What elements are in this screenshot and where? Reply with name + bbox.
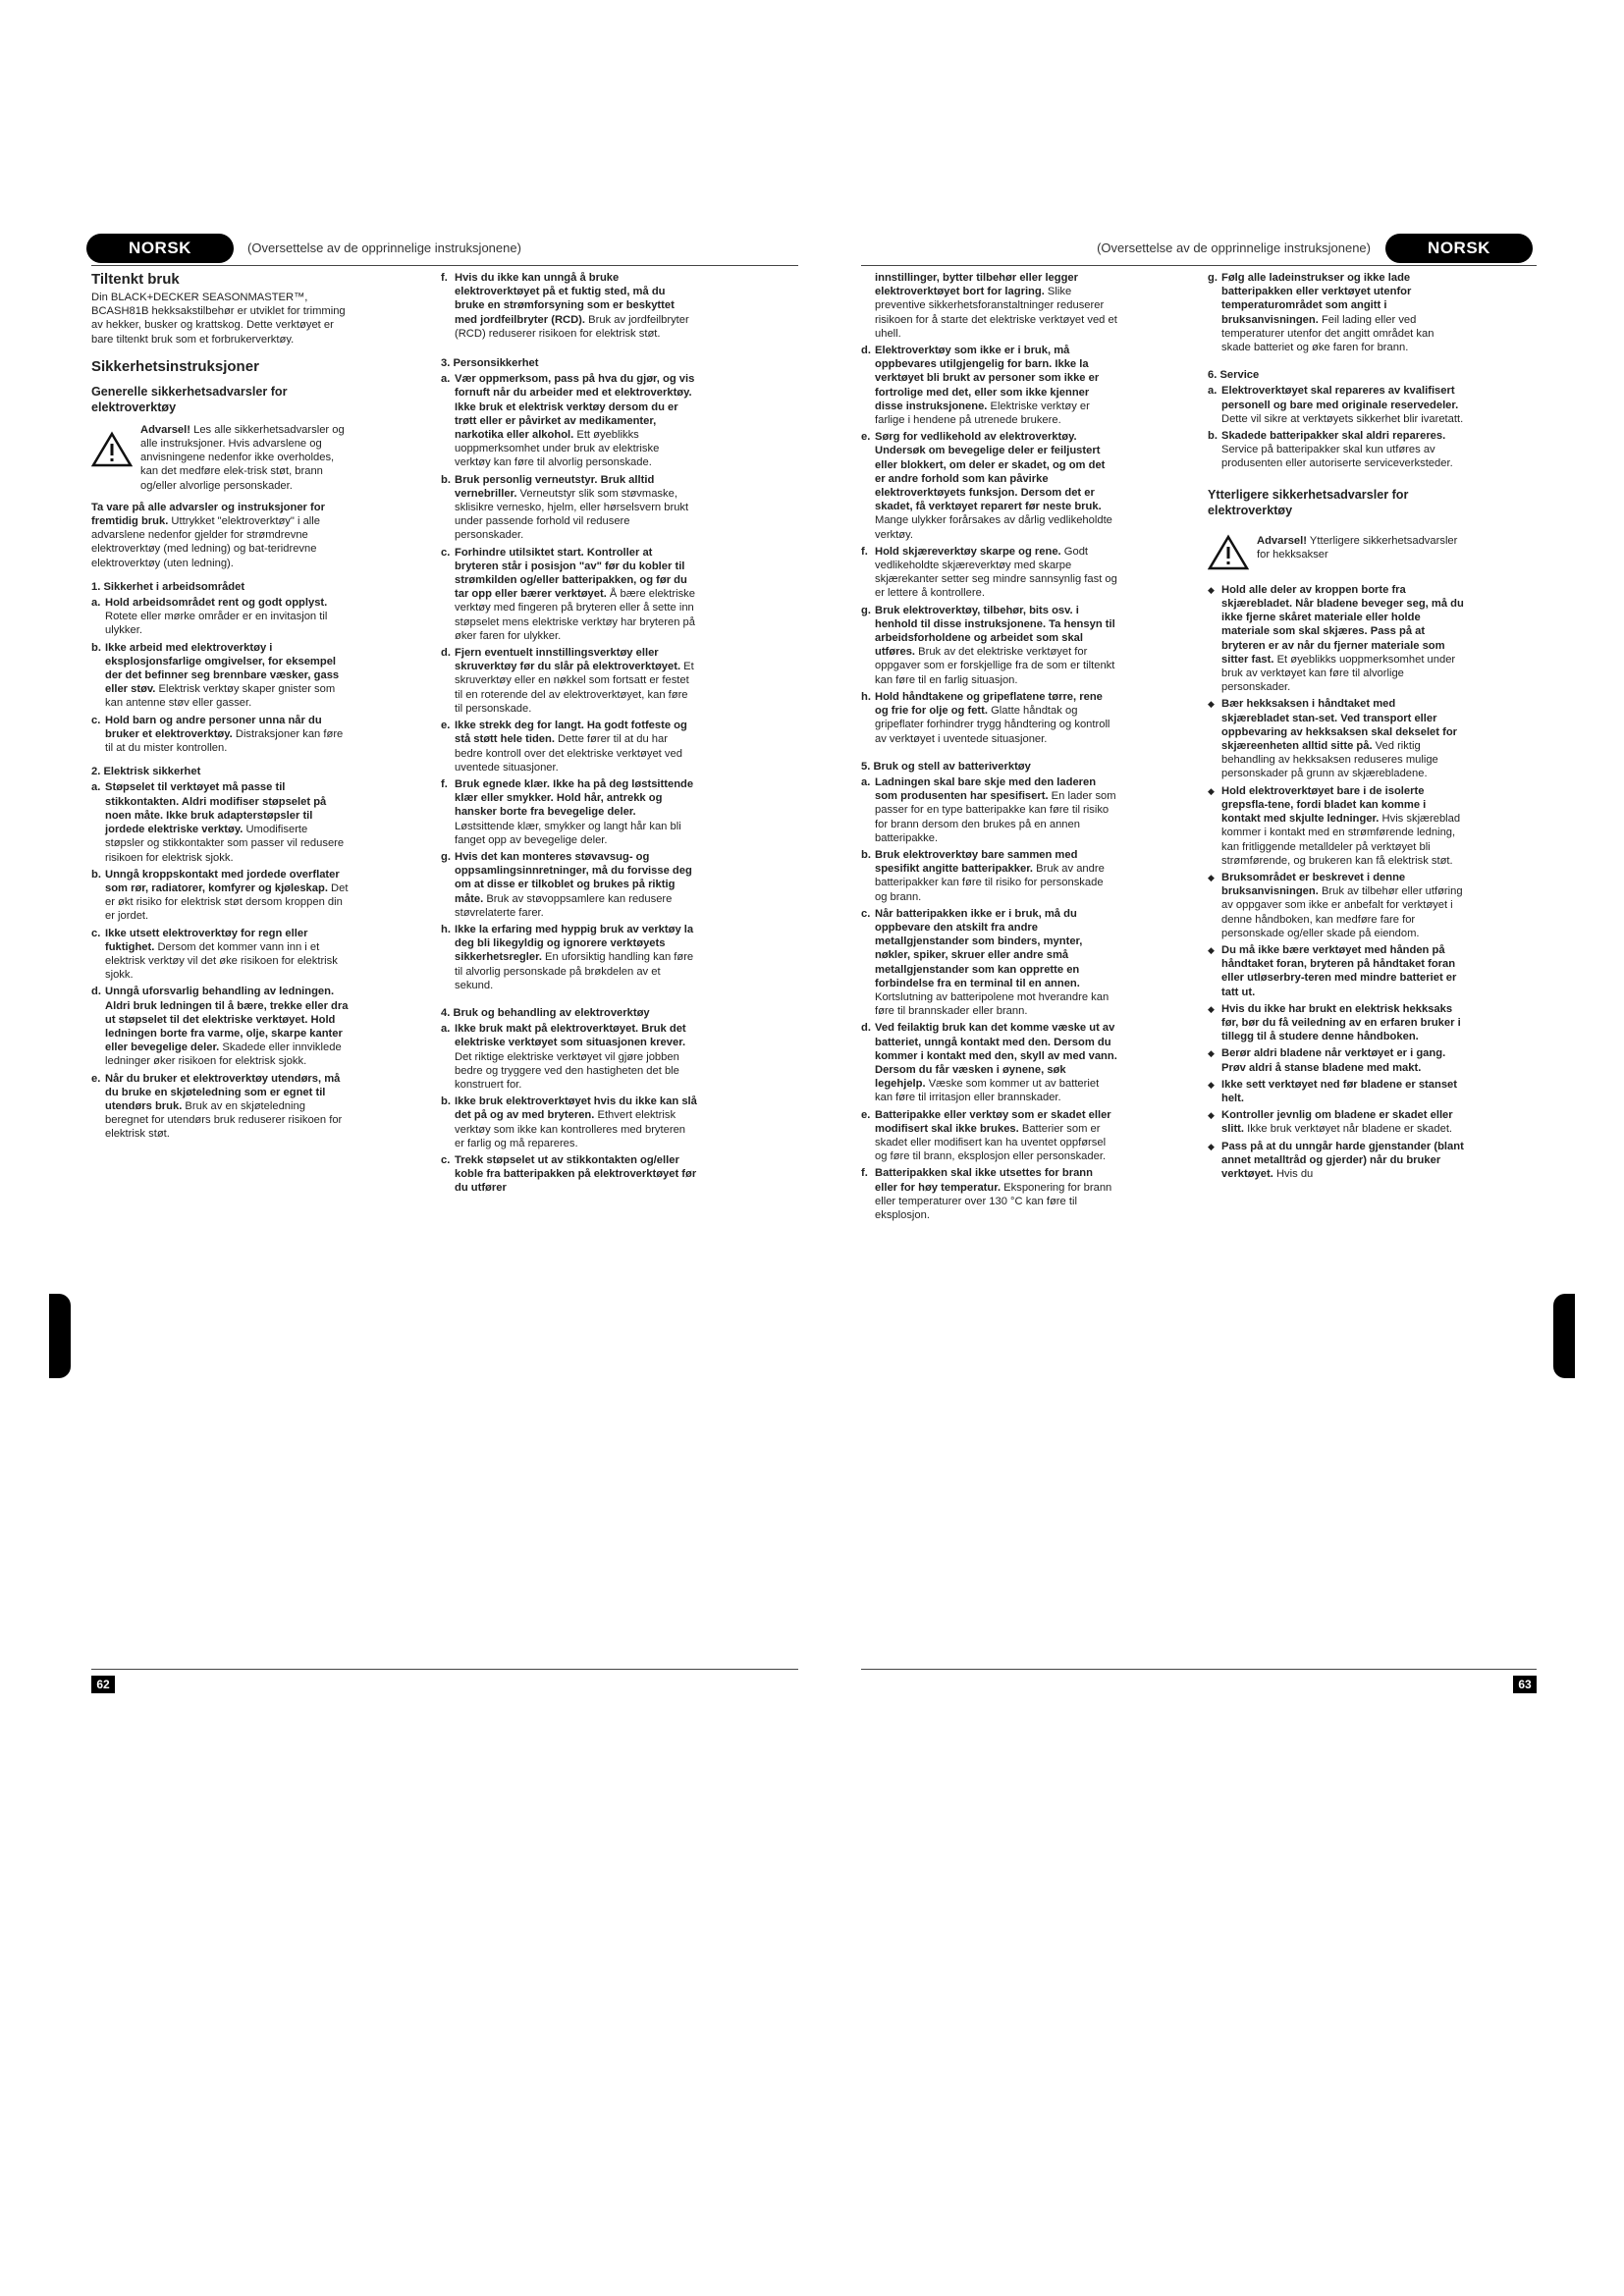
list-item: b. Bruk elektroverktøy bare sammen med spesifikt angitte batteripakker. Bruk av andre batteripakker kan føre til risiko for personskade og brann. [861,848,1105,903]
right-page [812,0,1624,2296]
diamond-bullet-icon: ◆ [1208,699,1215,710]
warning-text: Les alle sikkerhetsadvarsler og alle instruksjoner. Hvis advarslene og anvisningene nedenfor ikke overholdes, kan det medføre elek-trisk støt, brann og/eller alvorlige personskader. [140,423,345,492]
diamond-bullet-icon: ◆ [1208,1141,1215,1151]
list-item: e. Når du bruker et elektroverktøy utendørs, må du bruke en skjøteledning som er egnet til utendørs bruk. Bruk av en skjøteledning beregnet for utendørs bruk reduserer risikoen for elektrisk støt. [91,1072,343,1141]
section-heading-1: 1. Sikkerhet i arbeidsområdet [91,580,245,593]
safety-heading: Sikkerhetsinstruksjoner [91,357,259,375]
list-item: g. Bruk elektroverktøy, tilbehør, bits osv. i henhold til disse instruksjonene. Ta hensyn til arbeidsforholdene og arbeidet som skal utføres. Bruk av det elektriske verktøyet for oppgaver som er forskjellige fra de som er tiltenkt kan føre til en farlig situasjon. [861,604,1115,686]
list-item: g. Hvis det kan monteres støvavsug- og oppsamlingsinnretninger, må du forvisse deg om at disse er tilkoblet og brukes på riktig måte. Bruk av støvoppsamlere kan redusere støvrelaterte farer. [441,850,692,919]
diamond-bullet-icon: ◆ [1208,584,1215,595]
diamond-bullet-icon: ◆ [1208,1079,1215,1090]
list-item: f. Bruk egnede klær. Ikke ha på deg løstsittende klær eller smykker. Hold hår, antrekk og hansker borte fra bevegelige deler. Løstsittende klær, smykker og langt hår kan bli fanget opp av bevegelige deler. [441,777,694,846]
diamond-bullet-icon: ◆ [1208,1048,1215,1059]
list-item: b. Skadede batteripakker skal aldri repareres. Service på batteripakker skal kun utføres av produsenten eller autoriserte serviceverksteder. [1208,430,1453,470]
page-subtitle: (Oversettelse av de opprinnelige instruksjonene) [247,240,521,255]
keep-instructions: Ta vare på alle advarsler og instruksjoner for fremtidig bruk. Uttrykket "elektroverktøy" i alle advarslene nedenfor gjelder for strømdrevne elektroverktøy (med ledning) og bat-teridrevne elektroverktøy (uten ledning). [91,501,325,569]
warning-triangle-icon [91,423,140,493]
diamond-bullet-icon: ◆ [1208,785,1215,796]
list-item: c. Hold barn og andre personer unna når du bruker et elektroverktøy. Distraksjoner kan føre til at du mister kontrollen. [91,714,344,755]
page-number: 63 [1513,1676,1537,1693]
section-heading-5: 5. Bruk og stell av batteriverktøy [861,760,1031,773]
list-item: f. Batteripakken skal ikke utsettes for brann eller for høy temperatur. Eksponering for brann eller temperaturer over 130 °C kan føre til eksplosjon. [861,1167,1112,1221]
general-warnings-heading: Generelle sikkerhetsadvarsler for elektroverktøy [91,384,288,414]
side-thumb-tab [1553,1294,1575,1378]
footer-rule [91,1669,798,1670]
right-column-2 [1208,271,1465,1184]
list-item: h. Hold håndtakene og gripeflatene tørre, rene og frie for olje og fett. Glatte håndtak og gripeflater forhindrer trygg håndtering og kontroll av verktøyet i uventede situasjoner. [861,690,1110,745]
list-item: c. Forhindre utilsiktet start. Kontroller at bryteren står i posisjon "av" før du kobler til strømkilden og/eller batteripakken, og før du tar opp eller bærer verktøyet. Å bære elektriske verktøy med fingeren på bryteren eller å sette inn støpselet mens elektriske verktøy har bryteren på øker faren for ulykker. [441,546,695,642]
section-heading-3: 3. Personsikkerhet [441,357,539,370]
bullet-item: ◆ Pass på at du unngår harde gjenstander (blant annet metalltråd og gjerder) når du bruker verktøyet. Hvis du [1208,1140,1464,1180]
list-item: a. Elektroverktøyet skal repareres av kvalifisert personell og bare med originale reservedeler. Dette vil sikre at verktøyets sikkerhet blir ivaretatt. [1208,385,1464,425]
page-subtitle: (Oversettelse av de opprinnelige instruksjonene) [1097,240,1371,255]
list-item-continued: innstillinger, bytter tilbehør eller legger elektroverktøyet bort for lagring. Slike preventive sikkerhetsforanstaltninger reduserer risikoen for å starte det elektriske verktøyet ved et uhell. [875,272,1117,340]
list-item: c. Trekk støpselet ut av stikkontakten og/eller koble fra batteripakken på elektroverktøyet før du utfører [441,1153,697,1195]
section-heading-6: 6. Service [1208,369,1260,382]
list-item: h. Ikke la erfaring med hyppig bruk av verktøy la deg bli likegyldig og ignorere verktøyets sikkerhetsregler. En uforsiktig handling kan føre til alvorlig personskade på brøkdelen av et sekund. [441,923,694,991]
list-item: d. Fjern eventuelt innstillingsverktøy eller skruverktøy før du slår på elektroverktøyet. Et skruverktøy eller en nøkkel som fortsatt er festet til en roterende del av elektroverktøyet, kan føre til personskade. [441,647,694,715]
diamond-bullet-icon: ◆ [1208,944,1215,955]
diamond-bullet-icon: ◆ [1208,1110,1215,1121]
diamond-bullet-icon: ◆ [1208,1003,1215,1014]
bullet-item: ◆ Hold elektroverktøyet bare i de isolerte grepsfla-tene, fordi bladet kan komme i kontakt med skjulte ledninger. Hvis skjæreblad kommer i kontakt med en strømførende ledning, kan fritliggende metalldeler på verktøyet bli strømførende, og brukeren kan få elektrisk støt. [1208,784,1461,867]
list-item: b. Ikke bruk elektroverktøyet hvis du ikke kan slå det på og av med bryteren. Ethvert elektrisk verktøy som ikke kan kontrolleres med bryteren er farlig og må repareres. [441,1095,697,1149]
page-number: 62 [91,1676,115,1693]
language-badge: NORSK [86,234,234,263]
section-heading-2: 2. Elektrisk sikkerhet [91,766,201,778]
list-item: e. Sørg for vedlikehold av elektroverktøy. Undersøk om bevegelige deler er feiljustert eller blokkert, om deler er skadet, og om det er andre forhold som kan påvirke elektroverktøyets funksjon. Dersom det er skadet, få verktøyet reparert før neste bruk. Mange ulykker forårsakes av dårlig vedlikeholdte verktøy. [861,431,1112,541]
list-item: d. Elektroverktøy som ikke er i bruk, må oppbevares utilgjengelig for barn. Ikke la verktøyet bli brukt av personer som ikke er fortrolige med det, eller som ikke kjenner disse instruksjonene. Elektriske verktøy er farlige i hendene på utrenede brukere. [861,345,1100,427]
right-column-1 [861,271,1118,1225]
header-rule [91,265,798,266]
list-item: b. Ikke arbeid med elektroverktøy i eksplosjonsfarlige omgivelser, for eksempel der det befinner seg brennbare væsker, gass eller støv. Elektrisk verktøy skaper gnister som kan antenne støv eller gasser. [91,641,340,710]
section-heading-4: 4. Bruk og behandling av elektroverktøy [441,1006,650,1019]
list-item: b. Unngå kroppskontakt med jordede overflater som rør, radiatorer, komfyrer og kjøleskap. Det er økt risiko for elektrisk støt dersom kroppen din er jordet. [91,868,349,923]
list-item: g. Følg alle ladeinstrukser og ikke lade batteripakken eller verktøyet utenfor temperaturområdet som angitt i bruksanvisningen. Feil lading eller ved temperaturer utenfor det angitt området kan skade batteriet og øke faren for brann. [1208,272,1435,354]
warning-text: Ytterligere sikkerhetsadvarsler for hekksakser [1257,534,1458,561]
intended-use-text: Din BLACK+DECKER SEASONMASTER™, BCASH81B hekksakstilbehør er utviklet for trimming av hekker, busker og krattskog. Dette verktøyet er bare tiltenkt bruk som et forbrukerverktøy. [91,292,346,346]
list-item: a. Hold arbeidsområdet rent og godt opplyst. Rotete eller mørke områder er en invitasjon til ulykker. [91,597,328,637]
warning-block [1208,526,1465,575]
bullet-item: ◆ Du må ikke bære verktøyet med hånden på håndtaket foran, bryteren på håndtaket foran eller utløserbry-teren med mindre batteriet er tatt ut. [1208,943,1457,998]
additional-warnings-heading: Ytterligere sikkerhetsadvarsler for elektroverktøy [1208,487,1409,517]
bullet-item: ◆ Berør aldri bladene når verktøyet er i gang. Prøv aldri å stanse bladene med makt. [1208,1047,1446,1074]
list-item: f. Hvis du ikke kan unngå å bruke elektroverktøyet på et fuktig sted, må du bruke en strømforsyning som er beskyttet med jordfeilbryter (RCD). Bruk av jordfeilbryter (RCD) reduserer risikoen for elektrisk støt. [441,272,689,340]
warning-label: Advarsel! [1257,534,1307,547]
footer-rule [861,1669,1537,1670]
list-item: a. Støpselet til verktøyet må passe til stikkontakten. Aldri modifiser støpselet på noen måte. Ikke bruk adapterstøpsler til jordede elektriske verktøy. Umodifiserte støpsler og stikkontakter som passer vil redusere risikoen for elektrisk sjokk. [91,781,345,864]
bullet-item: ◆ Ikke sett verktøyet ned før bladene er stanset helt. [1208,1078,1458,1104]
list-item: e. Ikke strekk deg for langt. Ha godt fotfeste og stå støtt hele tiden. Dette fører til at du har bedre kontroll over det elektriske verktøyet ved uventede situasjoner. [441,720,687,774]
intended-use-heading: Tiltenkt bruk [91,271,180,288]
list-item: e. Batteripakke eller verktøy som er skadet eller modifisert skal ikke brukes. Batterier som er skadet eller modifisert kan ha uventet oppførsel og føre til brann, eksplosjon eller personskader. [861,1108,1111,1163]
list-item: d. Unngå uforsvarlig behandling av ledningen. Aldri bruk ledningen til å bære, trekke eller dra ut støpselet til det elektriske verktøyet. Hold ledningen borte fra varme, olje, skarpe kanter eller bevegelige deler. Skadede eller innviklede ledninger øker risikoen for elektrisk sjokk. [91,986,349,1068]
list-item: f. Hold skjæreverktøy skarpe og rene. Godt vedlikeholdte skjæreverktøy med skarpe skjærekanter setter seg mindre sannsynlig fast og er lettere å kontrollere. [861,545,1117,600]
side-thumb-tab [49,1294,71,1378]
warning-block [91,423,349,493]
bullet-item: ◆ Bær hekksaksen i håndtaket med skjærebladet stan-set. Ved transport eller oppbevaring av hekksaksen skal dekselet for skjæreenheten alltid sitte på. Ved riktig behandling av hekksaksen reduseres mulige personskader på grunn av skjærebladene. [1208,698,1458,780]
diamond-bullet-icon: ◆ [1208,872,1215,882]
bullet-item: ◆ Bruksområdet er beskrevet i denne bruksanvisningen. Bruk av tilbehør eller utføring av oppgaver som ikke er anbefalt for verktøyet i denne håndboken, kan medføre fare for personskade og/eller skade på eiendom. [1208,871,1463,939]
list-item: d. Ved feilaktig bruk kan det komme væske ut av batteriet, unngå kontakt med den. Dersom du kommer i kontakt med den, skyll av med vann. Dersom du får væsken i øynene, søk legehjelp. Væske som kommer ut av batteriet kan føre til irritasjon eller brannskader. [861,1022,1117,1104]
bullet-item: ◆ Hold alle deler av kroppen borte fra skjærebladet. Når bladene beveger seg, må du ikke fjerne skåret materiale eller holde materiale som skal skjæres. Pass på at bryteren er av når du fjerner materiale som sitter fast. Et øyeblikks uoppmerksomhet under bruk av verktøyet kan føre til alvorlige personskader. [1208,583,1464,694]
bullet-item: ◆ Kontroller jevnlig om bladene er skadet eller slitt. Ikke bruk verktøyet når bladene er skadet. [1208,1109,1453,1136]
left-column-2 [441,271,698,1199]
bullet-item: ◆ Hvis du ikke har brukt en elektrisk hekksaks før, bør du få veiledning av en erfaren bruker i tillegg til å studere denne håndboken. [1208,1002,1461,1043]
list-item: a. Ladningen skal bare skje med den laderen som produsenten har spesifisert. En lader som passer for en type batteripakke kan føre til risiko for brann dersom den brukes på en annen batteripakke. [861,775,1116,844]
list-item: c. Ikke utsett elektroverktøy for regn eller fuktighet. Dersom det kommer vann inn i et elektrisk verktøy vil det øke risikoen for elektrisk sjokk. [91,927,338,982]
language-badge: NORSK [1385,234,1533,263]
list-item: a. Vær oppmerksom, pass på hva du gjør, og vis fornuft når du arbeider med et elektroverktøy. Ikke bruk et elektrisk verktøy dersom du er trøtt eller er påvirket av medikamenter, narkotika eller alkohol. Ett øyeblikks uoppmerksomhet under bruk av elektriske verktøy kan føre til alvorlig personskade. [441,373,695,469]
list-item: c. Når batteripakken ikke er i bruk, må du oppbevare den atskilt fra andre metallgjenstander som binders, mynter, nøkler, spiker, skruer eller andre små metallgjenstander som kan opprette en forbindelse fra en terminal til en annen. Kortslutning av batteripolene mot hverandre kan føre til brannskader eller brann. [861,907,1110,1018]
header-rule [861,265,1537,266]
warning-triangle-icon [1208,526,1257,575]
left-column-1 [91,271,349,1145]
warning-label: Advarsel! [140,423,190,436]
list-item: a. Ikke bruk makt på elektroverktøyet. Bruk det elektriske verktøyet som situasjonen krever. Det riktige elektriske verktøyet vil gjøre jobben bedre og tryggere ved den hastigheten det ble konstruert for. [441,1023,686,1091]
list-item: b. Bruk personlig verneutstyr. Bruk alltid vernebriller. Verneutstyr slik som støvmaske, sklisikre vernesko, hjelm, eller hørselsvern brukt under passende forhold vil redusere personskader. [441,473,689,542]
